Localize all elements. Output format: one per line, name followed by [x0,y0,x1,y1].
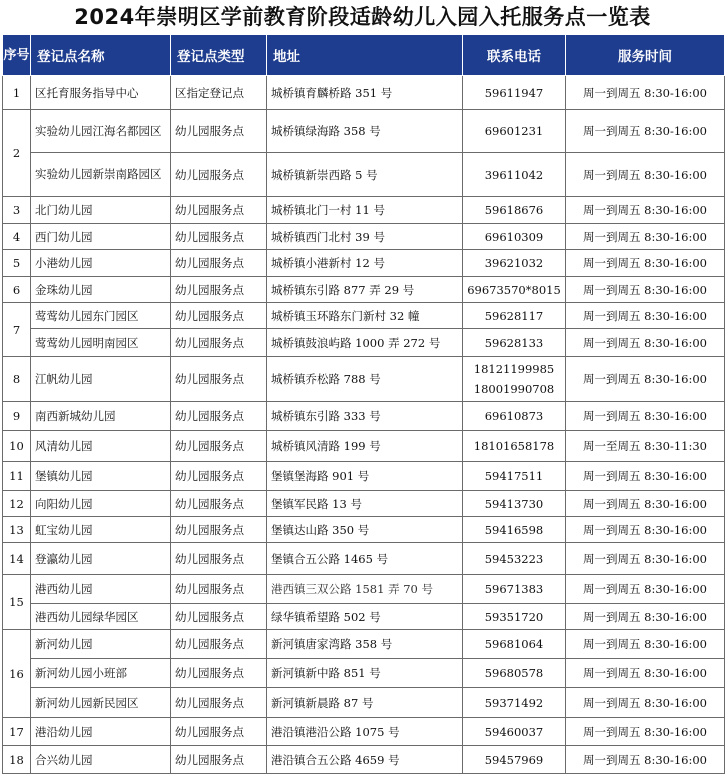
cell-address: 新河镇新晨路 87 号 [267,688,463,718]
table-row [3,688,725,718]
cell-phone: 59351720 [463,604,566,630]
cell-no: 13 [3,517,31,543]
table-row [3,277,725,303]
cell-phone: 59628117 [463,303,566,329]
cell-name: 港西幼儿园绿华园区 [31,604,171,630]
cell-type: 幼儿园服务点 [171,431,267,462]
cell-time: 周一到周五 8:30-16:00 [566,153,725,197]
cell-name: 港沿幼儿园 [31,718,171,746]
cell-no: 5 [3,250,31,277]
cell-address: 新河镇唐家湾路 358 号 [267,630,463,659]
header-time: 服务时间 [566,35,725,76]
table-row [3,402,725,431]
cell-name: 登瀛幼儿园 [31,543,171,575]
cell-phone: 59628133 [463,329,566,357]
service-point-table [2,34,725,774]
cell-type: 幼儿园服务点 [171,329,267,357]
cell-name: 港西幼儿园 [31,575,171,604]
table-row [3,575,725,604]
cell-time: 周一至周五 8:30-11:30 [566,431,725,462]
cell-time: 周一到周五 8:30-16:00 [566,543,725,575]
cell-name: 堡镇幼儿园 [31,462,171,491]
cell-type: 幼儿园服务点 [171,630,267,659]
cell-time: 周一到周五 8:30-16:00 [566,746,725,774]
cell-address: 堡镇合五公路 1465 号 [267,543,463,575]
cell-phone: 59460037 [463,718,566,746]
cell-address: 城桥镇鼓浪屿路 1000 弄 272 号 [267,329,463,357]
cell-no: 2 [3,110,31,197]
cell-address: 城桥镇玉环路东门新村 32 幢 [267,303,463,329]
cell-type: 幼儿园服务点 [171,543,267,575]
cell-no: 14 [3,543,31,575]
cell-time: 周一到周五 8:30-16:00 [566,718,725,746]
page-title: 2024年崇明区学前教育阶段适龄幼儿入园入托服务点一览表 [74,5,651,29]
cell-type: 幼儿园服务点 [171,688,267,718]
cell-address: 城桥镇东引路 877 弄 29 号 [267,277,463,303]
cell-name: 南西新城幼儿园 [31,402,171,431]
cell-phone: 39621032 [463,250,566,277]
cell-name: 新河幼儿园小班部 [31,659,171,688]
cell-type: 幼儿园服务点 [171,250,267,277]
header-address: 地址 [267,35,463,76]
cell-type: 幼儿园服务点 [171,462,267,491]
table-row [3,630,725,659]
cell-phone: 59371492 [463,688,566,718]
cell-time: 周一到周五 8:30-16:00 [566,630,725,659]
table-row [3,329,725,357]
table-row [3,517,725,543]
cell-no: 4 [3,224,31,250]
cell-address: 城桥镇小港新村 12 号 [267,250,463,277]
cell-name: 合兴幼儿园 [31,746,171,774]
cell-phone: 59618676 [463,197,566,224]
cell-address: 堡镇达山路 350 号 [267,517,463,543]
table-row [3,659,725,688]
cell-type: 幼儿园服务点 [171,491,267,517]
cell-address: 城桥镇风清路 199 号 [267,431,463,462]
cell-no: 15 [3,575,31,630]
cell-phone: 69673570*8015 [463,277,566,303]
cell-no: 11 [3,462,31,491]
cell-time: 周一到周五 8:30-16:00 [566,604,725,630]
cell-name: 小港幼儿园 [31,250,171,277]
cell-name: 虹宝幼儿园 [31,517,171,543]
cell-phone: 59413730 [463,491,566,517]
cell-name: 西门幼儿园 [31,224,171,250]
cell-type: 幼儿园服务点 [171,402,267,431]
cell-name: 北门幼儿园 [31,197,171,224]
cell-time: 周一到周五 8:30-16:00 [566,575,725,604]
cell-type: 幼儿园服务点 [171,277,267,303]
cell-name: 向阳幼儿园 [31,491,171,517]
cell-phone: 69610873 [463,402,566,431]
cell-address: 城桥镇乔松路 788 号 [267,357,463,402]
cell-phone: 59680578 [463,659,566,688]
cell-type: 幼儿园服务点 [171,517,267,543]
cell-type: 幼儿园服务点 [171,153,267,197]
cell-type: 幼儿园服务点 [171,224,267,250]
cell-no: 6 [3,277,31,303]
table-row [3,153,725,197]
cell-type: 区指定登记点 [171,76,267,110]
table-row [3,604,725,630]
table-row [3,746,725,774]
cell-address: 港沿镇港沿公路 1075 号 [267,718,463,746]
cell-address: 城桥镇绿海路 358 号 [267,110,463,153]
cell-phone: 59453223 [463,543,566,575]
table-row [3,76,725,110]
table-row [3,543,725,575]
cell-address: 城桥镇新崇西路 5 号 [267,153,463,197]
cell-phone [463,357,566,402]
table-row [3,250,725,277]
cell-no: 18 [3,746,31,774]
cell-time: 周一到周五 8:30-16:00 [566,659,725,688]
header-name: 登记点名称 [31,35,171,76]
table-row [3,224,725,250]
cell-name: 风清幼儿园 [31,431,171,462]
cell-no: 7 [3,303,31,357]
cell-time: 周一到周五 8:30-16:00 [566,462,725,491]
cell-time: 周一到周五 8:30-16:00 [566,110,725,153]
header-phone: 联系电话 [463,35,566,76]
table-row [3,718,725,746]
cell-address: 港西镇三双公路 1581 弄 70 号 [267,575,463,604]
header-no: 序号 [3,35,31,76]
table-row [3,431,725,462]
header-type: 登记点类型 [171,35,267,76]
cell-time: 周一到周五 8:30-16:00 [566,357,725,402]
cell-name: 新河幼儿园 [31,630,171,659]
cell-type: 幼儿园服务点 [171,303,267,329]
cell-name: 莺莺幼儿园东门园区 [31,303,171,329]
cell-address: 绿华镇希望路 502 号 [267,604,463,630]
cell-phone: 69610309 [463,224,566,250]
cell-name: 莺莺幼儿园明南园区 [31,329,171,357]
cell-time: 周一到周五 8:30-16:00 [566,76,725,110]
phone-line-1: 18121199985 [473,362,555,376]
cell-type: 幼儿园服务点 [171,718,267,746]
cell-time: 周一到周五 8:30-16:00 [566,224,725,250]
cell-name: 金珠幼儿园 [31,277,171,303]
cell-no: 8 [3,357,31,402]
table-row [3,357,725,402]
cell-time: 周一到周五 8:30-16:00 [566,277,725,303]
cell-no: 1 [3,76,31,110]
cell-time: 周一到周五 8:30-16:00 [566,303,725,329]
cell-phone: 59417511 [463,462,566,491]
cell-phone: 59416598 [463,517,566,543]
table-row [3,462,725,491]
cell-no: 10 [3,431,31,462]
cell-phone: 69601231 [463,110,566,153]
cell-phone: 18101658178 [463,431,566,462]
cell-name: 区托育服务指导中心 [31,76,171,110]
cell-time: 周一到周五 8:30-16:00 [566,329,725,357]
table-header-row [3,35,725,76]
cell-name: 新河幼儿园新民园区 [31,688,171,718]
cell-name: 实验幼儿园新崇南路园区 [31,153,171,197]
cell-address: 城桥镇育麟桥路 351 号 [267,76,463,110]
cell-time: 周一到周五 8:30-16:00 [566,491,725,517]
table-row [3,110,725,153]
cell-no: 12 [3,491,31,517]
cell-type: 幼儿园服务点 [171,746,267,774]
phone-line-2: 18001990708 [473,382,555,396]
cell-phone: 59681064 [463,630,566,659]
cell-phone: 39611042 [463,153,566,197]
cell-address: 城桥镇西门北村 39 号 [267,224,463,250]
cell-no: 16 [3,630,31,718]
cell-address: 堡镇堡海路 901 号 [267,462,463,491]
cell-no: 3 [3,197,31,224]
cell-name: 实验幼儿园江海名都园区 [31,110,171,153]
cell-type: 幼儿园服务点 [171,197,267,224]
cell-address: 城桥镇东引路 333 号 [267,402,463,431]
cell-phone: 59457969 [463,746,566,774]
cell-type: 幼儿园服务点 [171,659,267,688]
cell-phone: 59671383 [463,575,566,604]
cell-address: 堡镇军民路 13 号 [267,491,463,517]
table-row [3,491,725,517]
cell-type: 幼儿园服务点 [171,604,267,630]
cell-no: 9 [3,402,31,431]
cell-type: 幼儿园服务点 [171,575,267,604]
cell-type: 幼儿园服务点 [171,357,267,402]
cell-time: 周一到周五 8:30-16:00 [566,250,725,277]
cell-time: 周一到周五 8:30-16:00 [566,517,725,543]
cell-address: 城桥镇北门一村 11 号 [267,197,463,224]
cell-time: 周一到周五 8:30-16:00 [566,402,725,431]
cell-address: 新河镇新中路 851 号 [267,659,463,688]
table-row [3,197,725,224]
cell-type: 幼儿园服务点 [171,110,267,153]
cell-address: 港沿镇合五公路 4659 号 [267,746,463,774]
cell-time: 周一到周五 8:30-16:00 [566,197,725,224]
cell-phone: 59611947 [463,76,566,110]
cell-name: 江帆幼儿园 [31,357,171,402]
cell-no: 17 [3,718,31,746]
table-row [3,303,725,329]
cell-time: 周一到周五 8:30-16:00 [566,688,725,718]
